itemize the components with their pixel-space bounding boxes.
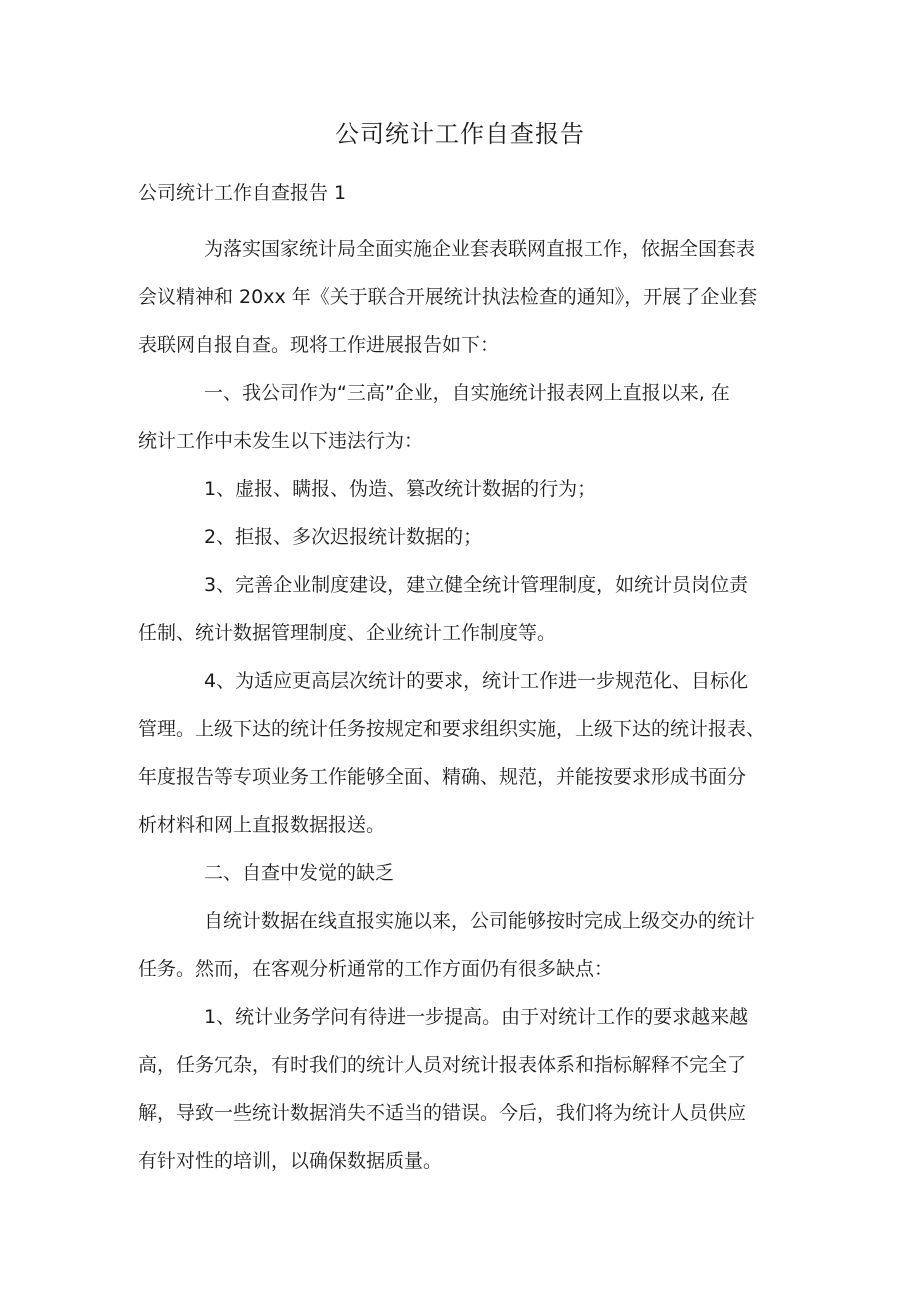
text-line: 会议精神和 20xx 年《关于联合开展统计执法检查的通知》，开展了企业套 — [138, 286, 758, 308]
text-line: 1、统计业务学问有待进一步提高。由于对统计工作的要求越来越 — [204, 1006, 749, 1028]
text-line: 管理。上级下达的统计任务按规定和要求组织实施，上级下达的统计报表、 — [138, 718, 766, 740]
text-line: 2、拒报、多次迟报统计数据的； — [204, 526, 483, 548]
text-line: 4、为适应更高层次统计的要求，统计工作进一步规范化、目标化 — [204, 670, 749, 692]
text-line: 自统计数据在线直报实施以来，公司能够按时完成上级交办的统计 — [204, 910, 756, 932]
document-subtitle: 公司统计工作自查报告 1 — [138, 182, 347, 204]
document-title: 公司统计工作自查报告 — [335, 120, 585, 148]
text-line: 解，导致一些统计数据消失不适当的错误。今后，我们将为统计人员供应 — [138, 1102, 747, 1124]
text-line: 表联网自报自查。现将工作进展报告如下： — [138, 334, 500, 356]
text-line: 为落实国家统计局全面实施企业套表联网直报工作，依据全国套表 — [204, 238, 756, 260]
document-body — [138, 225, 798, 1185]
text-line: 1、虚报、瞒报、伪造、篡改统计数据的行为； — [204, 478, 597, 500]
text-line: 任制、统计数据管理制度、企业统计工作制度等。 — [138, 622, 557, 644]
text-line: 高，任务冗杂，有时我们的统计人员对统计报表体系和指标解释不完全了 — [138, 1054, 747, 1076]
text-line: 一、我公司作为“三高”企业，自实施统计报表网上直报以来, 在 — [204, 382, 730, 404]
text-line: 析材料和网上直报数据报送。 — [138, 814, 386, 836]
text-line: 二、自查中发觉的缺乏 — [204, 862, 395, 884]
text-line: 3、完善企业制度建设，建立健全统计管理制度，如统计员岗位责 — [204, 574, 749, 596]
text-line: 年度报告等专项业务工作能够全面、精确、规范，并能按要求形成书面分 — [138, 766, 747, 788]
text-line: 任务。然而，在客观分析通常的工作方面仍有很多缺点： — [138, 958, 614, 980]
text-line: 统计工作中未发生以下违法行为： — [138, 430, 424, 452]
text-line: 有针对性的培训，以确保数据质量。 — [138, 1150, 443, 1172]
